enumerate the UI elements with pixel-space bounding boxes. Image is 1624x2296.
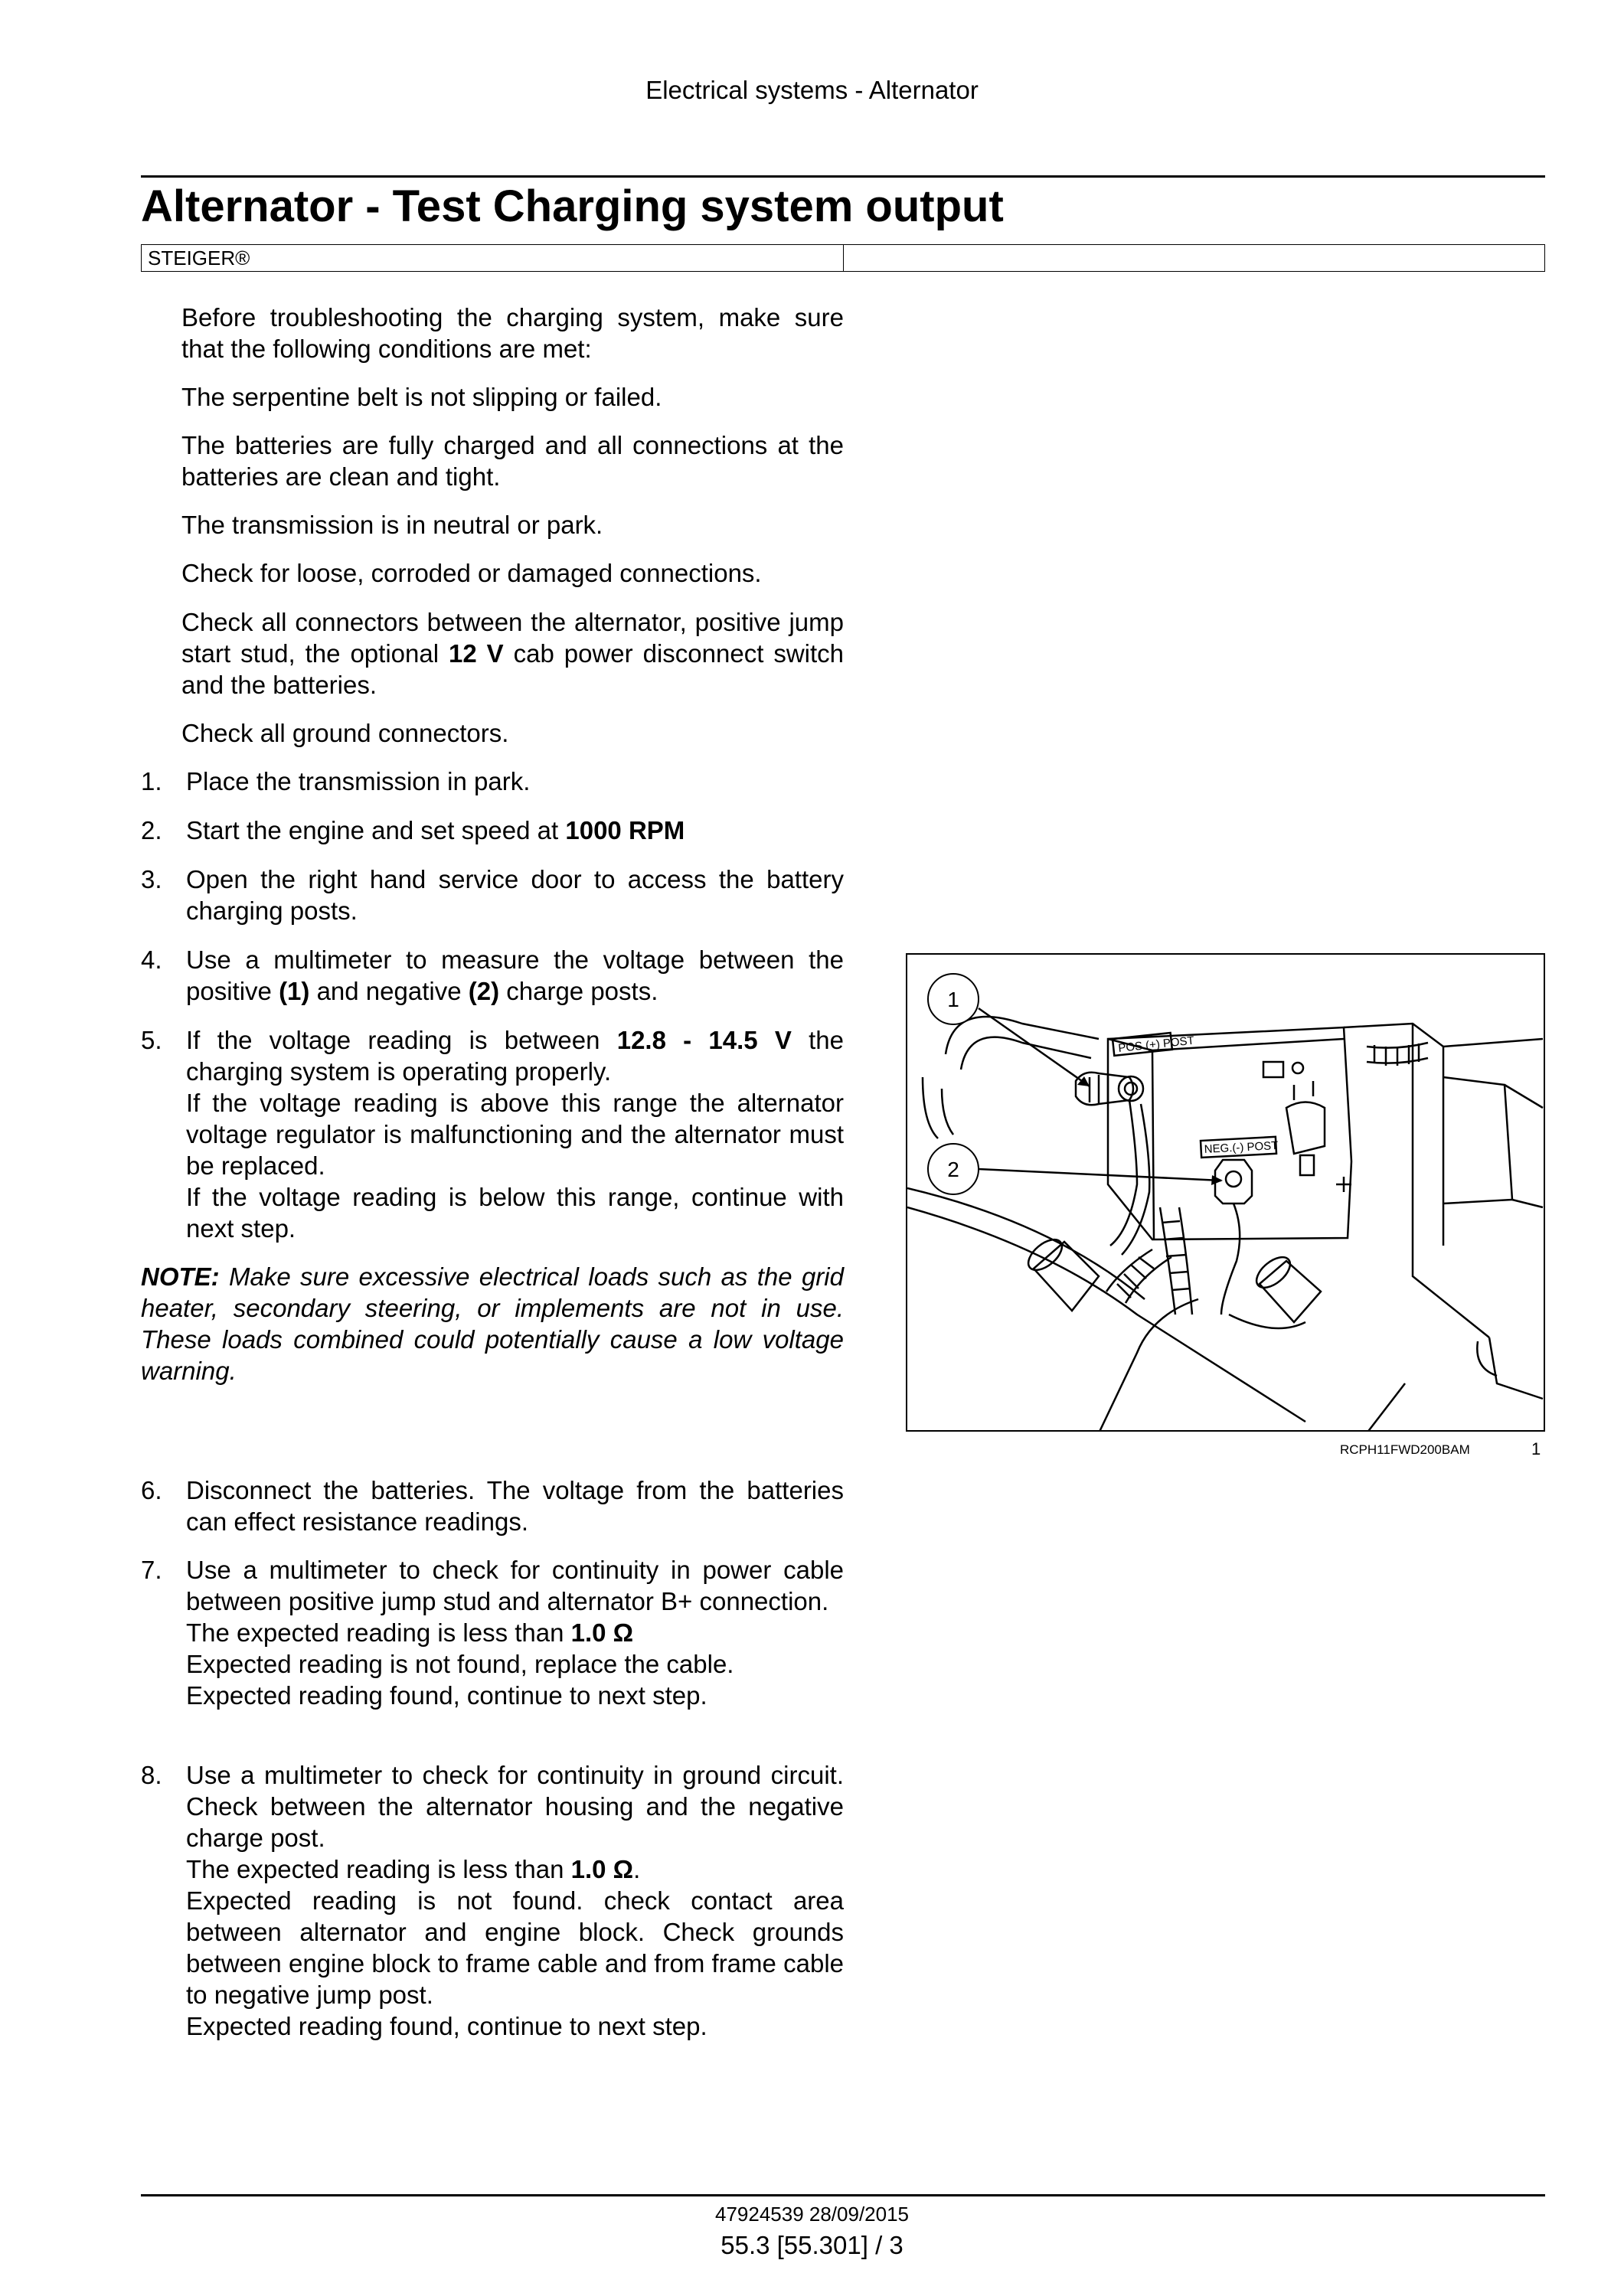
step-text-segment: Expected reading found, continue to next step. [186,2012,707,2040]
model-cell-empty [844,245,850,271]
step-number: 1. [141,767,162,795]
note-text: Make sure excessive electrical loads such as the grid heater, secondary steering, or implements are not in use. These loads combined could potentially cause a low voltage warning. [141,1262,844,1385]
step-text [186,1475,844,1537]
footer-rule [141,2194,1545,2196]
step-line [186,1475,844,1537]
step-line [186,1554,844,1617]
step-text-segment: If the voltage reading is above this range the alternator voltage regulator is malfunctioning and the alternator must be replaced. [186,1089,844,1180]
step-number: 2. [141,816,162,844]
step-text [186,815,844,846]
step-text-segment: Open the right hand service door to access the battery charging posts. [186,865,844,925]
step-number: 5. [141,1026,162,1054]
step-text [186,1554,844,1711]
step-text-segment: If the voltage reading is between [186,1026,617,1054]
pos-post-label: POS.(+) POST [1117,1034,1195,1055]
step-text-segment: If the voltage reading is below this range, continue with next step. [186,1183,844,1243]
step-line [186,1617,844,1648]
step-line [186,1885,844,2010]
step-text-bold: 1000 RPM [565,816,685,844]
intro-paragraph [181,429,844,492]
step-text-bold: (2) [468,977,500,1005]
step-text [186,944,844,1007]
step-text-bold: (1) [279,977,310,1005]
step-number: 4. [141,946,162,974]
intro-text-segment: The transmission is in neutral or park. [181,511,603,539]
step-line [186,1087,844,1181]
figure-illustration [906,953,1545,1432]
step-text-segment: Use a multimeter to check for continuity in ground circuit. Check between the alternator housing and the negative charge post. [186,1761,844,1852]
intro-text-segment: cab power disconnect switch and the batteries. [181,639,844,699]
step-line [186,815,844,846]
step-line [186,2010,844,2042]
step-number: 7. [141,1556,162,1584]
step-line [186,1024,844,1087]
intro-paragraph [181,381,844,413]
intro-paragraph [181,717,844,749]
step-text [186,766,844,797]
model-cell: STEIGER® [142,245,844,271]
step-text-segment: and negative [309,977,469,1005]
intro-paragraph [181,302,844,364]
step-text-segment: Expected reading is not found, replace the cable. [186,1650,734,1678]
callout-2-leader [979,1169,1221,1181]
callout-1-label: 1 [947,988,959,1011]
step-text-segment: Expected reading found, continue to next step. [186,1681,707,1710]
charging-posts-drawing [907,955,1545,1432]
intro-paragraph [181,606,844,701]
footer-page-number: 55.3 [55.301] / 3 [721,2231,903,2259]
step-text-segment: Use a multimeter to check for continuity in power cable between positive jump stud and alternator B+ connection. [186,1556,844,1615]
step-text-bold: 1.0 Ω [570,1855,634,1883]
step-line [186,1680,844,1711]
intro-paragraph [181,557,844,589]
figure-reference: RCPH11FWD200BAM [1340,1442,1470,1457]
step-text-bold: 12.8 - 14.5 V [616,1026,792,1054]
step-line [186,944,844,1007]
step-text-segment: Start the engine and set speed at [186,816,566,844]
intro-text-segment: Check all connectors between the alternator, positive jump start stud, the optional [181,608,844,668]
title-rule [141,175,1545,178]
step-line [186,1648,844,1680]
step-text-segment: the charging system is operating properly. [186,1026,844,1086]
step-line [186,1759,844,1853]
step-text [186,1024,844,1244]
figure-number: 1 [1531,1439,1541,1458]
step-text-segment: The expected reading is less than [186,1855,571,1883]
neg-post-label: NEG.(-) POST [1204,1138,1279,1156]
intro-text-segment: Check all ground connectors. [181,719,509,747]
callout-1-leader [979,1008,1090,1086]
step-number: 8. [141,1761,162,1789]
step-line [186,1853,844,1885]
step-number: 3. [141,865,162,893]
step-text-segment: Place the transmission in park. [186,767,531,795]
callout-2-arrow [1211,1175,1223,1185]
note-block [141,1261,844,1386]
intro-text-segment: Check for loose, corroded or damaged connections. [181,559,762,587]
step-text-segment: charge posts. [499,977,658,1005]
step-text-segment: The expected reading is less than [186,1618,571,1647]
intro-text-segment: The serpentine belt is not slipping or failed. [181,383,662,411]
step-text-bold: 1.0 Ω [570,1618,634,1647]
step-text-segment: Use a multimeter to measure the voltage between the positive [186,946,844,1005]
model-table [141,244,1545,272]
step-text [186,864,844,926]
step-line [186,864,844,926]
note-label: NOTE: [141,1262,220,1291]
step-text [186,1759,844,2042]
page-title: Alternator - Test Charging system output [141,181,1004,231]
step-text-segment: Expected reading is not found. check contact area between alternator and engine block. Check grounds between engine block to frame cable and from frame cable to negative jump post. [186,1886,844,2009]
intro-text-segment: The batteries are fully charged and all connections at the batteries are clean and tight. [181,431,844,491]
callout-2-label: 2 [947,1158,959,1181]
running-header: Electrical systems - Alternator [645,76,979,104]
step-line [186,766,844,797]
step-line [186,1181,844,1244]
intro-text-bold: 12 V [449,639,504,668]
intro-paragraph [181,509,844,541]
step-text-segment: Disconnect the batteries. The voltage from the batteries can effect resistance readings. [186,1476,844,1536]
intro-text-segment: Before troubleshooting the charging system, make sure that the following conditions are met: [181,303,844,363]
step-text-segment: . [633,1855,641,1883]
footer-doc-code: 47924539 28/09/2015 [714,2203,910,2226]
step-number: 6. [141,1476,162,1504]
